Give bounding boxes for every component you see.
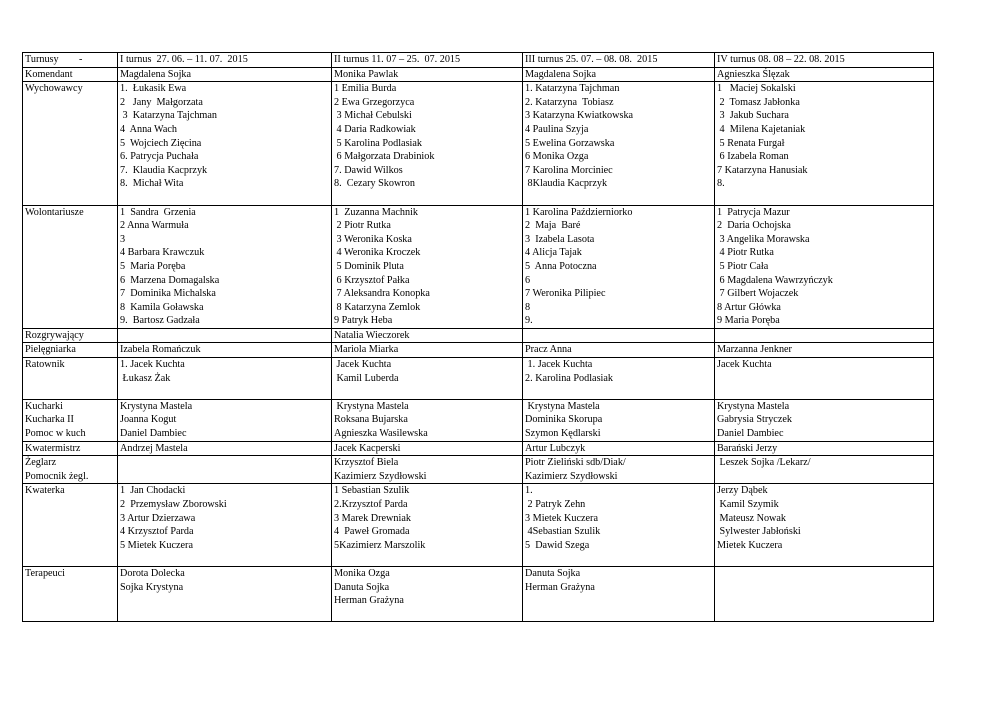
turn-cell [332, 566, 523, 621]
turn-cell [118, 441, 332, 456]
cell-entry: Kazimierz Szydłowski [525, 470, 618, 482]
cell-entry: Krystyna Mastela [525, 400, 600, 412]
cell-entry: 2 Daria Ochojska [717, 220, 791, 232]
cell-entry: Monika Ozga [334, 567, 390, 579]
turn-cell [523, 82, 715, 205]
cell-entry: 1 Emilia Burda [334, 83, 397, 95]
cell-entry: Magdalena Sojka [525, 68, 597, 80]
cell-entry: 7. Klaudia Kacprzyk [120, 164, 208, 176]
cell-entry: 6 Izabela Roman [717, 151, 789, 163]
cell-entry: 6 Małgorzata Drabiniok [334, 151, 435, 163]
turn-cell [332, 67, 523, 82]
cell-entry: 3 Michał Cebulski [334, 110, 412, 122]
cell-entry: 7 Karolina Morciniec [525, 164, 613, 176]
turn-cell [523, 399, 715, 441]
row-label-cell [23, 358, 118, 400]
row-label-cell [23, 456, 118, 484]
cell-entry: Krystyna Mastela [120, 400, 193, 412]
cell-entry: Joanna Kogut [120, 414, 177, 426]
cell-entry: 5 Renata Furgał [717, 137, 785, 149]
turn-cell [715, 358, 934, 400]
header-turn-4 [715, 53, 934, 68]
cell-entry: 5 Dominik Pluta [334, 260, 404, 272]
turn-cell [332, 205, 523, 328]
cell-entry: 6 Krzysztof Pałka [334, 274, 410, 286]
row-label: Kwatermistrz [25, 442, 81, 454]
turn-cell [715, 566, 934, 621]
row-label: Wychowawcy [25, 83, 83, 95]
row-label-cell [23, 67, 118, 82]
cell-entry: Jacek Kacperski [334, 442, 401, 454]
cell-entry: 3 Izabela Lasota [525, 233, 595, 245]
cell-entry [120, 329, 329, 343]
cell-entry: 4 Anna Wach [120, 123, 177, 135]
cell-entry: Monika Pawlak [334, 68, 399, 80]
cell-entry: 7 Aleksandra Konopka [334, 288, 430, 300]
cell-entry: 2 Ewa Grzegorzyca [334, 96, 415, 108]
cell-entry: 9 Patryk Heba [334, 315, 393, 327]
header-label-cell [23, 53, 118, 68]
cell-entry: 5Kazimierz Marszolik [334, 539, 426, 551]
cell-entry: Sojka Krystyna [120, 581, 184, 593]
turn-title: II turnus 11. 07 – 25. 07. 2015 [334, 54, 461, 65]
cell-entry: 7 Katarzyna Hanusiak [717, 164, 808, 176]
cell-entry: 7 Weronika Pilipiec [525, 288, 606, 300]
header-turn-2 [332, 53, 523, 68]
cell-entry: Izabela Romańczuk [120, 344, 201, 356]
turn-cell [715, 441, 934, 456]
cell-entry: Marzanna Jenkner [717, 344, 792, 356]
cell-entry: Jerzy Dąbek [717, 485, 768, 497]
cell-entry: Natalia Wieczorek [334, 329, 410, 341]
cell-entry: 4 Barbara Krawczuk [120, 247, 205, 259]
turn-cell [332, 343, 523, 358]
cell-entry: 8 Kamila Goławska [120, 301, 204, 313]
cell-entry: 4 Krzysztof Parda [120, 526, 194, 538]
turn-cell [118, 399, 332, 441]
cell-entry: Agnieszka Ślęzak [717, 68, 790, 80]
table-row [23, 399, 934, 441]
cell-entry: 3 Weronika Koska [334, 233, 412, 245]
cell-entry: Pracz Anna [525, 344, 572, 356]
cell-entry: 6 Monika Ozga [525, 151, 589, 163]
cell-entry: Mariola Miarka [334, 344, 399, 356]
table-row [23, 343, 934, 358]
turn-cell [715, 484, 934, 567]
turn-cell [118, 82, 332, 205]
cell-entry: Dorota Dolecka [120, 567, 185, 579]
turn-cell [715, 67, 934, 82]
cell-entry: 6 [525, 274, 531, 286]
turn-cell [332, 328, 523, 343]
turn-cell [118, 484, 332, 567]
cell-entry: Jacek Kuchta [717, 359, 772, 371]
cell-entry: 4 Paweł Gromada [334, 526, 410, 538]
turn-cell [523, 343, 715, 358]
cell-entry: 7 Gilbert Wojaczek [717, 288, 799, 300]
cell-entry: 2 Przemysław Zborowski [120, 499, 227, 510]
cell-entry: Krystyna Mastela [334, 400, 409, 412]
cell-entry: 5 Wojciech Zięcina [120, 137, 202, 149]
row-label-cell [23, 82, 118, 205]
row-label: Wolontariusze [25, 206, 84, 218]
turn-cell [118, 566, 332, 621]
cell-entry: 8Klaudia Kacprzyk [525, 178, 608, 190]
turn-cell [332, 82, 523, 205]
table-row [23, 205, 934, 328]
cell-entry: Magdalena Sojka [120, 68, 192, 80]
cell-entry [120, 456, 329, 470]
row-label: Kucharki [25, 400, 63, 412]
row-label: Terapeuci [25, 567, 66, 579]
cell-entry: 3 Artur Dzierzawa [120, 512, 196, 524]
turn-cell [715, 456, 934, 484]
cell-entry: Roksana Bujarska [334, 414, 408, 426]
turn-cell [118, 358, 332, 400]
cell-entry: 9 Maria Poręba [717, 315, 780, 327]
table-row [23, 484, 934, 567]
cell-entry: Kamil Szymik [717, 499, 779, 510]
row-label-cell [23, 328, 118, 343]
cell-entry: 6. Patrycja Puchała [120, 151, 199, 163]
cell-entry: 1 Maciej Sokalski [717, 83, 796, 95]
cell-entry: 2 Maja Baré [525, 220, 581, 232]
cell-entry: 8 Katarzyna Zemlok [334, 301, 421, 313]
cell-entry: 4 Piotr Rutka [717, 247, 774, 259]
turn-cell [332, 399, 523, 441]
header-label: Turnusy - [25, 54, 83, 65]
cell-entry: 3 Katarzyna Kwiatkowska [525, 110, 634, 122]
cell-entry: 1 Jan Chodacki [120, 485, 186, 497]
turn-cell [118, 328, 332, 343]
table-row [23, 566, 934, 621]
cell-entry: 1 Sandra Grzenia [120, 206, 196, 218]
turn-cell [523, 456, 715, 484]
cell-entry: Krzysztof Biela [334, 457, 399, 469]
cell-entry: 2 Anna Warmuła [120, 220, 189, 232]
cell-entry: 8. Cezary Skowron [334, 178, 415, 190]
header-turn-1 [118, 53, 332, 68]
cell-entry: Szymon Kędlarski [525, 428, 601, 440]
header-row [23, 53, 934, 68]
row-label: Komendant [25, 68, 73, 80]
row-label: Rozgrywający [25, 329, 84, 341]
row-label: Kwaterka [25, 485, 65, 497]
cell-entry: 1. Katarzyna Tajchman [525, 83, 620, 95]
turn-cell [118, 67, 332, 82]
table-row [23, 82, 934, 205]
cell-entry: 6 Marzena Domagalska [120, 274, 220, 286]
cell-entry: 1 Sebastian Szulik [334, 485, 410, 497]
cell-entry: Kamil Luberda [334, 372, 399, 384]
cell-entry: 3 Katarzyna Tajchman [120, 110, 217, 122]
cell-entry: Andrzej Mastela [120, 442, 188, 454]
cell-entry: 8 Artur Główka [717, 301, 781, 313]
row-label-cell [23, 566, 118, 621]
cell-entry: 7. Dawid Wilkos [334, 164, 403, 176]
header-turn-3 [523, 53, 715, 68]
cell-entry: Danuta Sojka [334, 581, 390, 593]
turn-cell [715, 399, 934, 441]
row-label-cell [23, 441, 118, 456]
turn-title: IV turnus 08. 08 – 22. 08. 2015 [717, 54, 845, 65]
camp-schedule-table [22, 52, 934, 622]
cell-entry: 1. [525, 485, 533, 497]
cell-entry: 4 Milena Kajetaniak [717, 123, 806, 135]
cell-entry: 8. [717, 178, 725, 190]
row-label-cell [23, 484, 118, 567]
cell-entry: Artur Lubczyk [525, 442, 586, 454]
turn-cell [523, 205, 715, 328]
cell-entry: Piotr Zieliński sdb/Diak/ [525, 457, 626, 469]
cell-entry: 2 Jany Małgorzata [120, 96, 203, 108]
turn-cell [523, 67, 715, 82]
cell-entry: Agnieszka Wasilewska [334, 428, 428, 440]
turn-cell [523, 484, 715, 567]
cell-entry: Daniel Dambiec [120, 428, 187, 440]
cell-entry: 5 Ewelina Gorzawska [525, 137, 615, 149]
table-row [23, 328, 934, 343]
cell-entry: 4 Alicja Tajak [525, 247, 582, 259]
turn-cell [715, 343, 934, 358]
turn-cell [332, 484, 523, 567]
cell-entry: 2 Patryk Zehn [525, 499, 586, 510]
table-row [23, 358, 934, 400]
cell-entry: Sylwester Jabłoński [717, 526, 801, 538]
cell-entry: Barański Jerzy [717, 442, 778, 454]
turn-cell [523, 441, 715, 456]
row-label: Kucharka II [25, 414, 74, 426]
row-label-cell [23, 399, 118, 441]
row-label-cell [23, 343, 118, 358]
table-row [23, 67, 934, 82]
row-label-cell [23, 205, 118, 328]
cell-entry: Herman Grażyna [525, 581, 595, 593]
turn-title: III turnus 25. 07. – 08. 08. 2015 [525, 54, 658, 65]
cell-entry: 5 Mietek Kuczera [120, 539, 193, 551]
cell-entry: 9. [525, 315, 533, 327]
cell-entry: 6 Magdalena Wawrzyńczyk [717, 274, 833, 286]
row-label: Żeglarz [25, 457, 57, 469]
cell-entry: Krystyna Mastela [717, 400, 790, 412]
cell-entry [717, 567, 931, 581]
cell-entry: 2 Piotr Rutka [334, 220, 391, 232]
cell-entry: Daniel Dambiec [717, 428, 784, 440]
cell-entry: 9. Bartosz Gadzała [120, 315, 200, 327]
cell-entry: 4Sebastian Szulik [525, 526, 601, 538]
cell-entry: 3 [120, 233, 126, 245]
turn-cell [118, 205, 332, 328]
row-label: Ratownik [25, 359, 65, 371]
table-row [23, 441, 934, 456]
cell-entry: Mateusz Nowak [717, 512, 787, 524]
turn-cell [715, 328, 934, 343]
turn-cell [118, 456, 332, 484]
cell-entry: 2. Karolina Podlasiak [525, 372, 613, 384]
turn-cell [715, 82, 934, 205]
cell-entry: Gabrysia Stryczek [717, 414, 792, 426]
row-label: Pielęgniarka [25, 344, 76, 356]
turn-cell [523, 328, 715, 343]
cell-entry [525, 329, 712, 343]
turn-cell [332, 358, 523, 400]
cell-entry: Herman Grażyna [334, 595, 404, 607]
cell-entry: Dominika Skorupa [525, 414, 603, 426]
cell-entry: Jacek Kuchta [334, 359, 392, 371]
cell-entry: 3 Jakub Suchara [717, 110, 789, 122]
turn-cell [332, 456, 523, 484]
cell-entry: 2 Tomasz Jabłonka [717, 96, 800, 108]
cell-entry: 4 Paulina Szyja [525, 123, 589, 135]
cell-entry: 5 Dawid Szega [525, 539, 590, 551]
turn-cell [523, 566, 715, 621]
table-row [23, 456, 934, 484]
cell-entry: 3 Marek Drewniak [334, 512, 411, 524]
cell-entry: Łukasz Żak [120, 372, 171, 384]
cell-entry: 1 Zuzanna Machnik [334, 206, 419, 218]
cell-entry: 3 Mietek Kuczera [525, 512, 598, 524]
cell-entry: 8. Michał Wita [120, 178, 184, 190]
cell-entry: 3 Angelika Morawska [717, 233, 810, 245]
cell-entry: 8 [525, 301, 531, 313]
cell-entry: 2.Krzysztof Parda [334, 499, 408, 510]
cell-entry: 5 Karolina Podlasiak [334, 137, 422, 149]
cell-entry: 1. Jacek Kuchta [525, 359, 593, 371]
turn-cell [715, 205, 934, 328]
cell-entry: 4 Weronika Kroczek [334, 247, 421, 259]
cell-entry: Leszek Sojka /Lekarz/ [717, 457, 811, 469]
cell-entry: 5 Anna Potoczna [525, 260, 597, 272]
cell-entry: Mietek Kuczera [717, 539, 783, 551]
cell-entry: 1 Karolina Październiorko [525, 206, 633, 218]
turn-title: I turnus 27. 06. – 11. 07. 2015 [120, 54, 248, 65]
cell-entry: Kazimierz Szydłowski [334, 470, 427, 482]
cell-entry: 1. Łukasik Ewa [120, 83, 187, 95]
cell-entry: 4 Daria Radkowiak [334, 123, 416, 135]
cell-entry: 5 Maria Poręba [120, 260, 186, 272]
turn-cell [332, 441, 523, 456]
row-label: Pomoc w kuch [25, 428, 86, 440]
turn-cell [523, 358, 715, 400]
cell-entry: 1. Jacek Kuchta [120, 359, 185, 371]
schedule-body [23, 53, 934, 622]
cell-entry: 5 Piotr Cała [717, 260, 769, 272]
cell-entry: 7 Dominika Michalska [120, 288, 216, 300]
row-label: Pomocnik żegl. [25, 470, 89, 482]
cell-entry [717, 329, 931, 343]
cell-entry: 1 Patrycja Mazur [717, 206, 790, 218]
cell-entry: Danuta Sojka [525, 567, 581, 579]
cell-entry: 2. Katarzyna Tobiasz [525, 96, 614, 108]
turn-cell [118, 343, 332, 358]
